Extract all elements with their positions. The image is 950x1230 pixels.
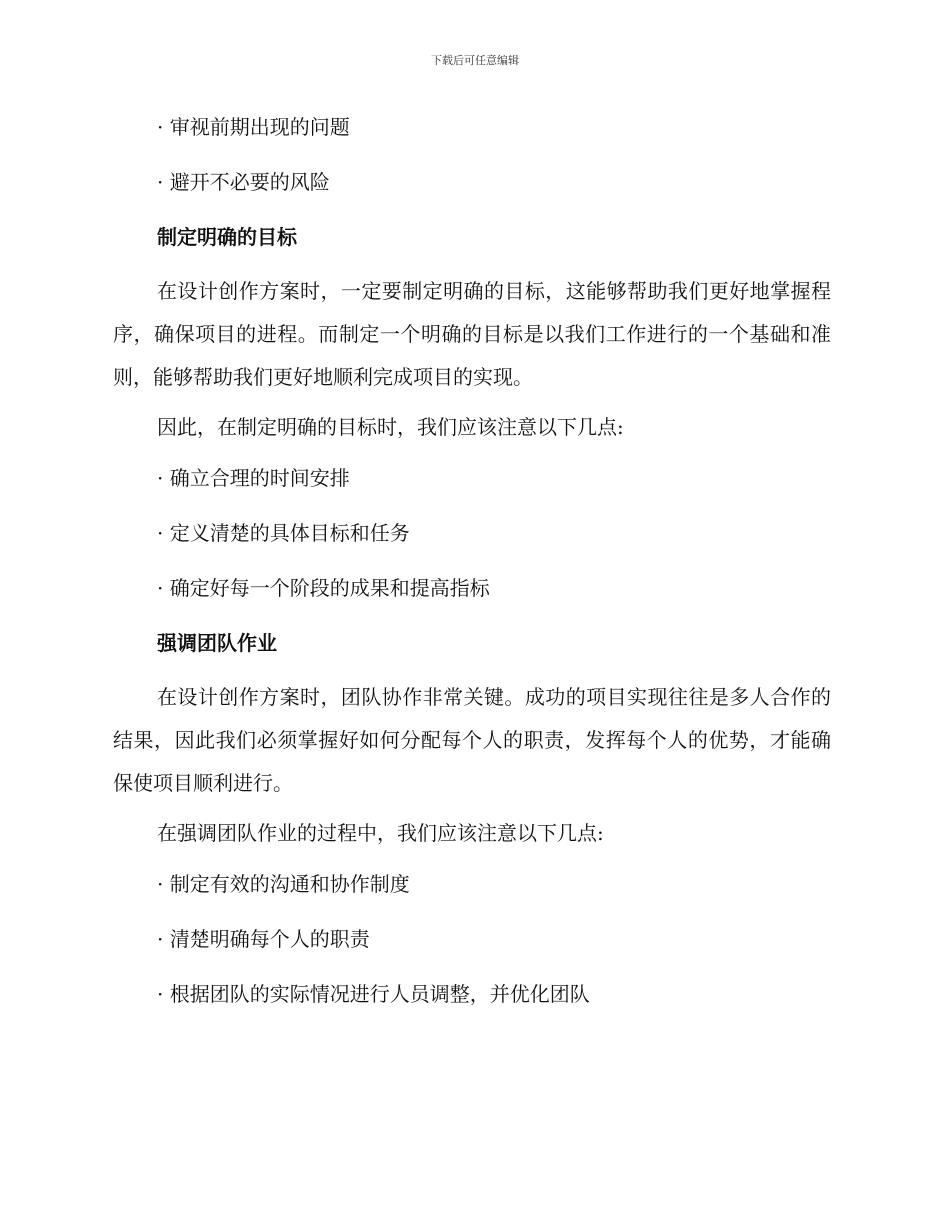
bullet-item: · 确立合理的时间安排 xyxy=(157,466,350,490)
bullet-item: · 根据团队的实际情况进行人员调整，并优化团队 xyxy=(157,982,590,1006)
document-body xyxy=(113,110,831,1032)
paragraph: 在设计创作方案时，团队协作非常关键。成功的项目实现往往是多人合作的结果，因此我们必须掌握好如何分配每个人的职责，发挥每个人的优势，才能确保使项目顺利进行。 xyxy=(113,685,831,795)
section-heading: 强调团队作业 xyxy=(157,631,277,655)
bullet-item: · 定义清楚的具体目标和任务 xyxy=(157,521,410,545)
paragraph: 在强调团队作业的过程中，我们应该注意以下几点: xyxy=(157,821,604,845)
bullet-item: · 清楚明确每个人的职责 xyxy=(157,927,370,951)
bullet-item: · 避开不必要的风险 xyxy=(157,170,330,194)
bullet-item: · 审视前期出现的问题 xyxy=(157,115,350,139)
paragraph: 因此，在制定明确的目标时，我们应该注意以下几点: xyxy=(157,415,624,439)
section-heading: 制定明确的目标 xyxy=(157,225,297,249)
page-header: 下载后可任意编辑 xyxy=(431,54,519,67)
paragraph: 在设计创作方案时，一定要制定明确的目标，这能够帮助我们更好地掌握程序，确保项目的进程。而制定一个明确的目标是以我们工作进行的一个基础和准则，能够帮助我们更好地顺利完成项目的实现。 xyxy=(113,279,831,389)
bullet-item: · 确定好每一个阶段的成果和提高指标 xyxy=(157,576,490,600)
bullet-item: · 制定有效的沟通和协作制度 xyxy=(157,872,410,896)
